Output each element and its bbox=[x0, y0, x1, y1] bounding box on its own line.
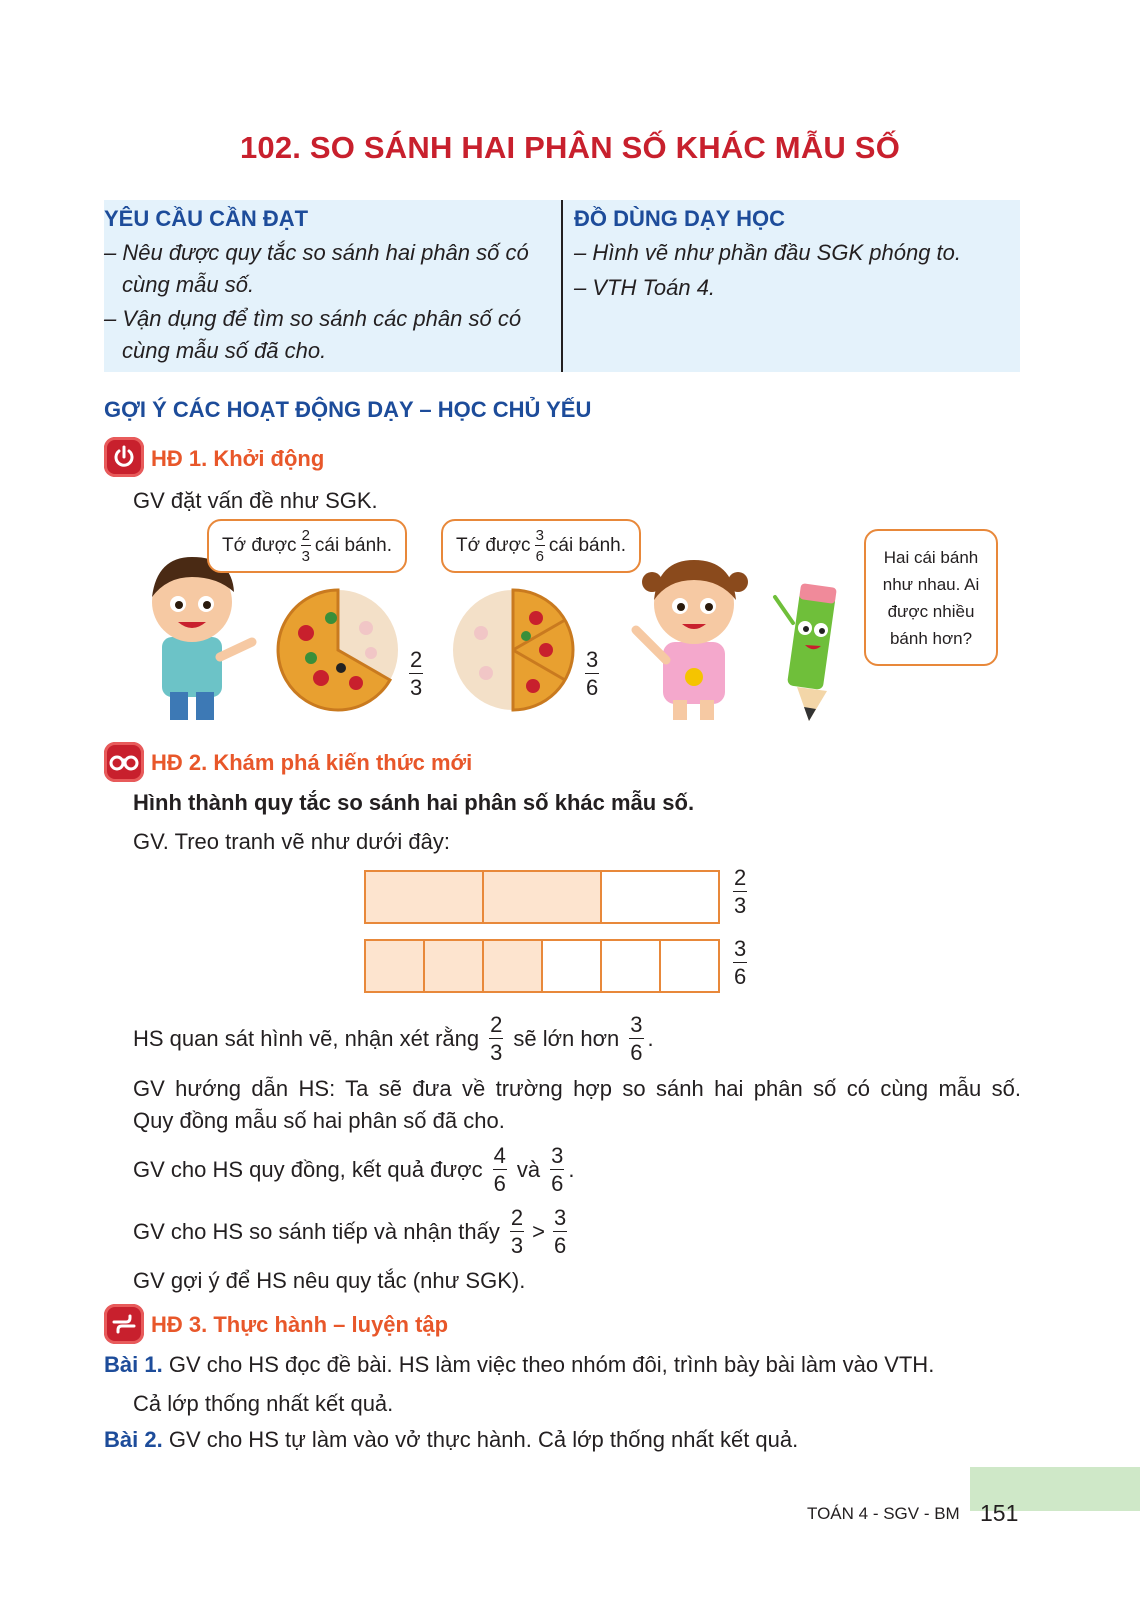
empty-bar-part bbox=[602, 941, 661, 991]
pencil-bubble-line-2: như nhau. Ai bbox=[882, 574, 980, 594]
fraction-numerator: 2 bbox=[510, 1205, 524, 1230]
girl-bubble-post: cái bánh. bbox=[548, 535, 627, 556]
hd2-line-4: Quy đồng mẫu số hai phân số đã cho. bbox=[133, 1108, 505, 1133]
girl-illustration bbox=[628, 542, 758, 722]
requirement-2-line-2: cùng mẫu số đã cho. bbox=[122, 338, 327, 363]
empty-bar-part bbox=[661, 941, 718, 991]
fraction-numerator: 3 bbox=[551, 1143, 564, 1168]
shaded-bar-part bbox=[484, 941, 543, 991]
fraction-numerator: 3 bbox=[630, 1012, 643, 1037]
pizza-two-thirds bbox=[276, 588, 400, 717]
hd2-line-2 bbox=[133, 1014, 654, 1064]
footer-book-label: TOÁN 4 - SGV - BM bbox=[807, 1504, 960, 1523]
fraction-numerator: 2 bbox=[301, 527, 310, 544]
fraction-denominator: 3 bbox=[734, 893, 747, 918]
fraction-numerator: 2 bbox=[410, 647, 423, 672]
fraction-denominator: 6 bbox=[734, 964, 747, 989]
boy-speech-bubble bbox=[207, 519, 407, 573]
pizza-label-two-thirds bbox=[405, 649, 427, 699]
fraction-denominator: 3 bbox=[301, 548, 310, 565]
pencil-speech-bubble bbox=[864, 529, 998, 666]
bar-label-three-sixths bbox=[729, 938, 751, 988]
hd1-title: HĐ 1. Khởi động bbox=[151, 446, 325, 471]
fraction-denominator: 6 bbox=[551, 1171, 564, 1196]
practice-hand-icon bbox=[104, 1304, 144, 1344]
fraction-denominator: 6 bbox=[493, 1171, 506, 1196]
exercise-1-label: Bài 1. bbox=[104, 1352, 163, 1377]
girl-bubble-pre: Tớ được bbox=[455, 535, 531, 556]
boy-bubble-post: cái bánh. bbox=[314, 535, 393, 556]
hd2-line-3: GV hướng dẫn HS: Ta sẽ đưa về trường hợp so sánh hai phân số có cùng mẫu số. bbox=[133, 1076, 1021, 1101]
empty-bar-part bbox=[602, 872, 718, 922]
fraction-numerator: 3 bbox=[734, 936, 747, 961]
fraction-denominator: 6 bbox=[630, 1040, 643, 1065]
pencil-bubble-line-4: bánh hơn? bbox=[889, 628, 973, 648]
box-divider bbox=[561, 200, 563, 372]
shaded-bar-part bbox=[484, 872, 602, 922]
boy-bubble-pre: Tớ được bbox=[221, 535, 297, 556]
greater-than-sign: > bbox=[532, 1219, 545, 1244]
fraction-numerator: 2 bbox=[490, 1012, 503, 1037]
girl-bubble-fraction bbox=[535, 528, 545, 564]
shaded-bar-part bbox=[366, 872, 484, 922]
fraction-numerator: 3 bbox=[535, 527, 544, 544]
fraction-denominator: 3 bbox=[410, 675, 423, 700]
requirement-2-line-1: – Vận dụng để tìm so sánh các phân số có bbox=[104, 306, 522, 331]
fraction-numerator: 2 bbox=[734, 865, 747, 890]
exercise-1-text: GV cho HS đọc đề bài. HS làm việc theo nhóm đôi, trình bày bài làm vào VTH. bbox=[168, 1352, 935, 1377]
power-icon bbox=[104, 437, 144, 477]
hd2-line-6 bbox=[133, 1207, 571, 1257]
fraction-denominator: 3 bbox=[490, 1040, 503, 1065]
requirement-1-line-1: – Nêu được quy tắc so sánh hai phân số có bbox=[104, 240, 529, 265]
boy-bubble-fraction bbox=[301, 528, 311, 564]
page-number: 151 bbox=[980, 1500, 1019, 1526]
page-title: 102. SO SÁNH HAI PHÂN SỐ KHÁC MẪU SỐ bbox=[239, 130, 901, 165]
pencil-character-illustration bbox=[771, 583, 851, 723]
comparison-text: GV cho HS so sánh tiếp và nhận thấy bbox=[133, 1219, 500, 1244]
binoculars-icon bbox=[104, 742, 144, 782]
material-1: – Hình vẽ như phần đầu SGK phóng to. bbox=[574, 240, 961, 265]
fraction-denominator: 6 bbox=[586, 675, 599, 700]
section-heading: GỢI Ý CÁC HOẠT ĐỘNG DẠY – HỌC CHỦ YẾU bbox=[104, 397, 592, 422]
hd2-title: HĐ 2. Khám phá kiến thức mới bbox=[151, 750, 473, 775]
fraction-denominator: 6 bbox=[554, 1233, 567, 1258]
conjunction: và bbox=[516, 1157, 541, 1182]
exercise-2-label: Bài 2. bbox=[104, 1427, 163, 1452]
punctuation: . bbox=[568, 1157, 575, 1182]
pizza-three-sixths bbox=[451, 588, 575, 717]
exercise-2 bbox=[104, 1427, 798, 1453]
fraction-bar-thirds bbox=[364, 870, 720, 924]
pizza-label-three-sixths bbox=[581, 649, 603, 699]
girl-speech-bubble bbox=[441, 519, 641, 573]
hd1-text: GV đặt vấn đề như SGK. bbox=[133, 488, 378, 513]
observation-comparison: sẽ lớn hơn bbox=[513, 1026, 620, 1051]
observation-text: HS quan sát hình vẽ, nhận xét rằng bbox=[133, 1026, 480, 1051]
shaded-bar-part bbox=[366, 941, 425, 991]
hd3-title: HĐ 3. Thực hành – luyện tập bbox=[151, 1312, 449, 1337]
fraction-numerator: 3 bbox=[554, 1205, 567, 1230]
bar-label-two-thirds bbox=[729, 867, 751, 917]
exercise-1 bbox=[104, 1352, 934, 1378]
requirement-1-line-2: cùng mẫu số. bbox=[122, 272, 255, 297]
fraction-bar-sixths bbox=[364, 939, 720, 993]
shaded-bar-part bbox=[425, 941, 484, 991]
fraction-denominator: 6 bbox=[535, 548, 544, 565]
pencil-bubble-line-3: được nhiều bbox=[887, 601, 975, 621]
hd2-line-7: GV gợi ý để HS nêu quy tắc (như SGK). bbox=[133, 1268, 526, 1293]
hd2-line-5 bbox=[133, 1145, 574, 1195]
pencil-bubble-line-1: Hai cái bánh bbox=[883, 547, 979, 567]
hd2-subtitle: Hình thành quy tắc so sánh hai phân số khác mẫu số. bbox=[133, 790, 695, 815]
materials-heading: ĐỒ DÙNG DẠY HỌC bbox=[574, 206, 786, 231]
requirements-heading: YÊU CẦU CẦN ĐẠT bbox=[104, 206, 309, 231]
exercise-1-text-2: Cả lớp thống nhất kết quả. bbox=[133, 1391, 394, 1416]
exercise-2-text: GV cho HS tự làm vào vở thực hành. Cả lớp thống nhất kết quả. bbox=[168, 1427, 799, 1452]
conversion-text: GV cho HS quy đồng, kết quả được bbox=[133, 1157, 483, 1182]
fraction-denominator: 3 bbox=[510, 1233, 524, 1258]
fraction-numerator: 3 bbox=[586, 647, 599, 672]
empty-bar-part bbox=[543, 941, 602, 991]
hd2-line-1: GV. Treo tranh vẽ như dưới đây: bbox=[133, 829, 451, 854]
fraction-numerator: 4 bbox=[493, 1143, 506, 1168]
punctuation: . bbox=[647, 1026, 654, 1051]
material-2: – VTH Toán 4. bbox=[574, 275, 716, 300]
